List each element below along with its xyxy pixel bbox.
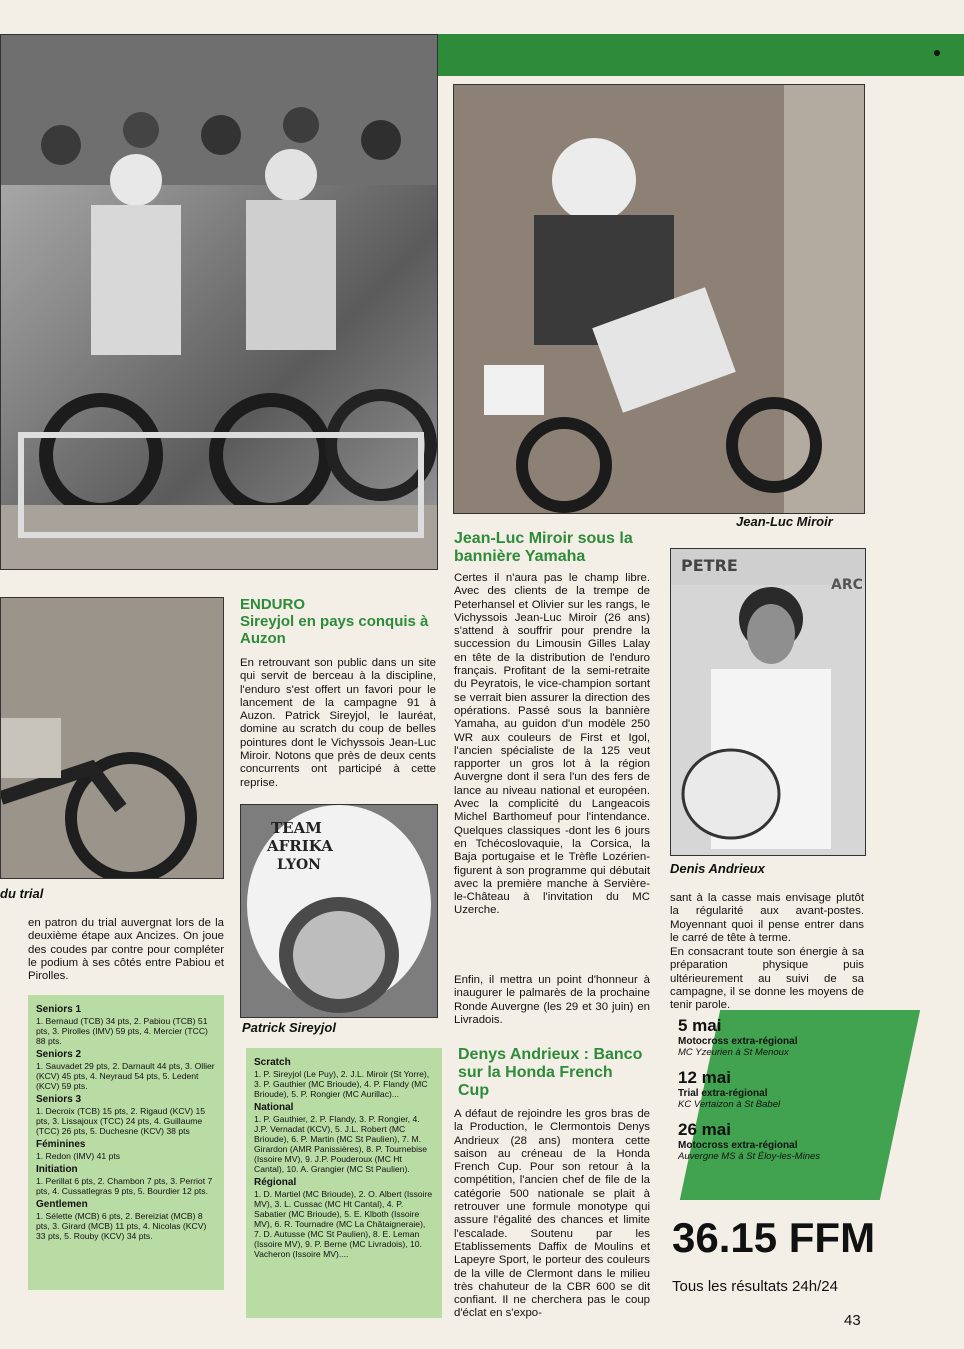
- calendar-type: Motocross extra-régional: [678, 1140, 798, 1151]
- results-text: 1. P. Gauthier, 2. P. Flandy, 3. P. Rongier, 4. J.P. Vernadat (KCV), 5. J.L. Robert (MC Brioude), 6. P. Martin (MC St Paulien), 7. M. Girardon (AMR Panissières), 8. P. Tournebise (Issoire MV), 9. J.P. Pouderoux (MC Ht Cantal), 10. A. Grangier (MC St Paulien).: [254, 1114, 428, 1174]
- enduro-title: Sireyjol en pays conquis à Auzon: [240, 613, 429, 647]
- header-green-bar: [436, 34, 964, 76]
- calendar-date: 5 mai: [678, 1016, 722, 1035]
- enduro-article-text: En retrouvant son public dans un site qui servit de berceau à la discipline, l'enduro s'est offert un favori pour le lancement de la campagne 91 à Auzon. Patrick Sireyjol, le lauréat, domine au scratch du coup de belles pointures dont le Vichyssois Jean-Luc Miroir. Notons que près de deux cents concurrents ont participé à cette reprise.: [240, 657, 436, 789]
- motocross-riders-icon: [1, 35, 437, 569]
- photo-caption-trial: du trial: [0, 886, 44, 901]
- results-text: 1. D. Martiel (MC Brioude), 2. O. Albert (Issoire MV), 3. L. Cussac (MC Ht Cantal), 4. P. Sabatier (MC Brioude), 5. E. Klboth (Issoire MV), 6. R. Tournadre (MC La Châtaigneraie), 7. D. Autusse (MC St Paulien), 8. E. Leman (Issoire MV), 9. P. Berne (MC Livradois), 10. Vacheron (Issoire MV)....: [254, 1189, 433, 1259]
- photo-caption-miroir: Jean-Luc Miroir: [736, 514, 833, 529]
- calendar-list: [678, 1016, 868, 1162]
- calendar-date: 12 mai: [678, 1068, 731, 1087]
- minitel-subtitle: Tous les résultats 24h/24: [672, 1278, 838, 1295]
- calendar-place: Auvergne MS à St Éloy-les-Mines: [678, 1151, 821, 1162]
- svg-text:ARC: ARC: [831, 577, 863, 593]
- trial-article-text: en patron du trial auvergnat lors de la deuxième étape aux Ancizes. On joue des coudes par contre pour compléter le podium à ses côtés entre Pabiou et Pirolles.: [28, 917, 224, 983]
- helmet-portrait-icon: [241, 805, 437, 1017]
- results-text: 1. Bernaud (TCB) 34 pts, 2. Pabiou (TCB) 51 pts, 3. Pirolles (IMV) 59 pts, 4. Mercier (TCC) 88 pts.: [36, 1016, 208, 1046]
- results-heading: Seniors 2: [36, 1049, 82, 1060]
- photo-caption-sireyjol: Patrick Sireyjol: [242, 1020, 336, 1035]
- results-text: 1. Decroix (TCB) 15 pts, 2. Rigaud (KCV) 15 pts, 3. Lissajoux (TCC) 24 pts, 4. Guillaume (TCC) 26 pts, 5. Duchesne (KCV) 38 pts: [36, 1106, 206, 1136]
- rider-portrait-photo: [670, 548, 866, 856]
- calendar-item: [678, 1120, 868, 1162]
- page-number: 43: [844, 1312, 861, 1329]
- results-heading: Seniors 3: [36, 1094, 82, 1105]
- results-text: 1. Redon (IMV) 41 pts: [36, 1151, 121, 1161]
- results-heading: Initiation: [36, 1164, 78, 1175]
- enduro-kicker: ENDURO: [240, 596, 306, 613]
- miroir-article-text-end: Enfin, il mettra un point d'honneur à inaugurer le palmarès de la prochaine Ronde Auvergne (les 29 et 30 juin) en Livradois.: [454, 974, 650, 1026]
- results-heading: National: [254, 1102, 294, 1113]
- enduro-results-box: [246, 1048, 442, 1318]
- calendar-type: Motocross extra-régional: [678, 1036, 798, 1047]
- calendar-type: Trial extra-régional: [678, 1088, 768, 1099]
- svg-text:LYON: LYON: [277, 857, 321, 873]
- results-heading: Régional: [254, 1177, 297, 1188]
- andrieux-headline: Denys Andrieux : Banco sur la Honda French Cup: [458, 1046, 643, 1099]
- results-text: 1. Perillat 6 pts, 2. Chambon 7 pts, 3. Perriot 7 pts, 4. Cussatlegras 9 pts, 5. Bourdier 12 pts.: [36, 1176, 213, 1196]
- rider-portrait-icon: [671, 549, 865, 855]
- enduro-rider-photo: [453, 84, 865, 514]
- results-heading: Scratch: [254, 1057, 291, 1068]
- results-heading: Féminines: [36, 1139, 86, 1150]
- miroir-headline: Jean-Luc Miroir sous la bannière Yamaha: [454, 530, 633, 565]
- andrieux-article-continued-2: En consacrant toute son énergie à sa préparation physique puis ultérieurement au suivi de sa campagne, il se donne les moyens de tenir parole.: [670, 946, 864, 1012]
- svg-text:PETRE: PETRE: [681, 556, 738, 575]
- andrieux-article-text: A défaut de rejoindre les gros bras de la Production, le Clermontois Denys Andrieux (28 ans) montera cette saison au créneau de la Honda French Cup. Pour son retour à la compétition, l'ancien chef de file de la catégorie 500 nationale se plait à retrouver une formule monotype qui assure l'égalité des chances et limite l'escalade. Soutenu par les Etablissements Daffix de Moulins et Lapeyre Sport, le porteur des couleurs de la ville de Clermont dans le milieu très chahuteur de la CBR 600 se dit confiant. Il ne cherchera pas le coup d'éclat en s'expo-: [454, 1108, 650, 1320]
- bullet-icon: [934, 50, 940, 56]
- miroir-article-text: Certes il n'aura pas le champ libre. Avec des clients de la trempe de Peterhansel et Olivier sur les rangs, le Vichyssois Jean-Luc Miroir (26 ans) s'attend à souffrir pour prendre la succession du Limousin Gilles Lalay en tête de la distribution de l'enduro français. Profitant de la semi-retraite du Peyratois, le vice-champion sortant se verrait bien assurer la direction des opérations. Passé sous la bannière Yamaha, au guidon d'un modèle 250 WR aux couleurs de First et Igol, l'ancien spécialiste de la 125 veut rapporter un gros lot à la région Auvergne dont il sera l'un des fers de lance au niveau national et européen. Avec la complicité du Langeacois Michel Barthomeuf pour l'intendance. Quelques classiques -dont les 6 jours en Tchécoslovaquie, la Corsica, la Baja portugaise et le Trèfle Lozérien- figurent à son programme qui débutait avec la première manche à Servière-le-Château à l'invitation du MC Uzerche.: [454, 572, 650, 917]
- results-heading: Gentlemen: [36, 1199, 88, 1210]
- motocross-riders-photo: [0, 34, 438, 570]
- results-text: 1. Sélette (MCB) 6 pts, 2. Bereiziat (MCB) 8 pts, 3. Girard (MCB) 11 pts, 4. Nicolas (KCV) 33 pts, 5. Rouby (KCV) 34 pts.: [36, 1211, 207, 1241]
- calendar-item: [678, 1068, 868, 1110]
- calendar-item: [678, 1016, 868, 1058]
- trial-rider-icon: [1, 598, 223, 878]
- results-heading: Seniors 1: [36, 1004, 82, 1015]
- calendar-date: 26 mai: [678, 1120, 731, 1139]
- trial-results-box: [28, 995, 224, 1290]
- trial-rider-photo: [0, 597, 224, 879]
- svg-text:TEAM: TEAM: [271, 819, 322, 837]
- enduro-rider-icon: [454, 85, 864, 513]
- andrieux-article-continued: sant à la casse mais envisage plutôt la régularité aux avant-postes. Moyennant quoi il pense entrer dans le carré de tête à terme.: [670, 892, 864, 944]
- svg-text:AFRIKA: AFRIKA: [267, 837, 333, 855]
- helmet-portrait-photo: [240, 804, 438, 1018]
- results-text: 1. Sauvadet 29 pts, 2. Darnault 44 pts, 3. Ollier (KCV) 45 pts, 4. Neyraud 54 pts, 5. Ledent (KCV) 59 pts.: [36, 1061, 215, 1091]
- calendar-place: MC Yzeurien à St Menoux: [678, 1047, 789, 1058]
- calendar-place: KC Vertaizon à St Babel: [678, 1099, 781, 1110]
- minitel-number: 36.15 FFM: [672, 1214, 876, 1261]
- enduro-headline: [240, 596, 436, 647]
- photo-caption-andrieux: Denis Andrieux: [670, 861, 765, 876]
- results-text: 1. P. Sireyjol (Le Puy), 2. J.L. Miroir (St Yorre), 3. P. Gauthier (MC Brioude), 4. P. Flandy (MC Brioude), 5. P. Rongier (MC Aurillac)...: [254, 1069, 430, 1099]
